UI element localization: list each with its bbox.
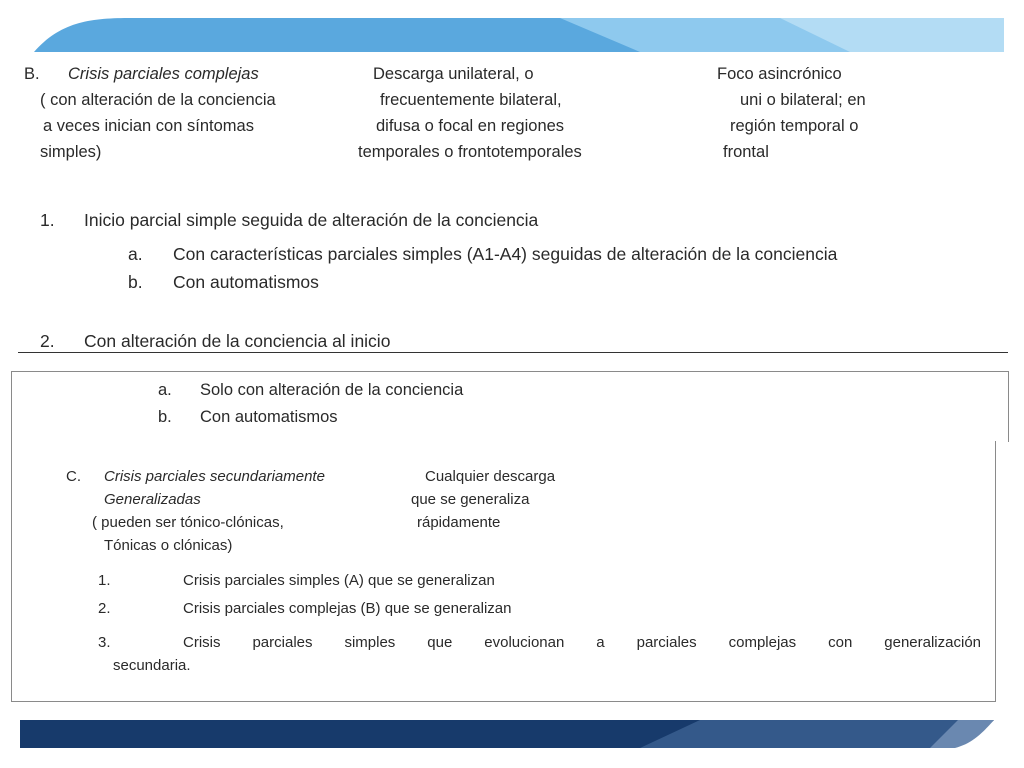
list-b2-a-letter: a. xyxy=(158,381,172,399)
section-b-col2-line1: Descarga unilateral, o xyxy=(373,65,534,83)
list-b2-a-text: Solo con alteración de la conciencia xyxy=(200,381,464,399)
section-c-letter: C. xyxy=(66,468,81,485)
section-b-title: Crisis parciales complejas xyxy=(68,65,259,83)
section-b-col3-line1: Foco asincrónico xyxy=(717,65,842,83)
section-c-col2-line1: Cualquier descarga xyxy=(425,468,556,485)
section-b-col3-line4: frontal xyxy=(723,143,769,161)
list-b1-a-letter: a. xyxy=(128,244,143,264)
section-b-col1-line3: simples) xyxy=(40,143,102,161)
section-b-letter: B. xyxy=(24,65,40,83)
top-banner xyxy=(0,0,1024,52)
list-b1-text: Inicio parcial simple seguida de alteración de la conciencia xyxy=(84,210,539,230)
section-c-col2-line3: rápidamente xyxy=(417,514,501,531)
section-c-title-line1: Crisis parciales secundariamente xyxy=(104,468,325,485)
list-b2-text: Con alteración de la conciencia al inicio xyxy=(84,331,391,351)
section-b-col1-line1: ( con alteración de la conciencia xyxy=(40,91,276,109)
divider-line xyxy=(18,352,1008,353)
list-b1-b-letter: b. xyxy=(128,272,143,292)
section-b-col2-line4: temporales o frontotemporales xyxy=(358,143,582,161)
list-b1-number: 1. xyxy=(40,210,55,230)
section-c-col1-line1: ( pueden ser tónico-clónicas, xyxy=(92,514,284,531)
section-c-item2-text: Crisis parciales complejas (B) que se generalizan xyxy=(183,600,512,617)
section-c-col2-line2: que se generaliza xyxy=(411,491,530,508)
list-b2-number: 2. xyxy=(40,331,55,351)
section-c-item1-number: 1. xyxy=(98,572,111,589)
section-c-col1-line2: Tónicas o clónicas) xyxy=(104,537,233,554)
section-b-col3-line3: región temporal o xyxy=(730,117,859,135)
list-b2-b-text: Con automatismos xyxy=(200,408,338,426)
list-b2-b-letter: b. xyxy=(158,408,172,426)
section-b-col2-line3: difusa o focal en regiones xyxy=(376,117,565,135)
section-c-item2-number: 2. xyxy=(98,600,111,617)
section-c-item3-continuation: secundaria. xyxy=(113,657,191,674)
bottom-banner xyxy=(0,712,1024,768)
section-c-title-line2: Generalizadas xyxy=(104,491,201,508)
section-c-item1-text: Crisis parciales simples (A) que se generalizan xyxy=(183,572,495,589)
section-b-col1-line2: a veces inician con síntomas xyxy=(43,117,254,135)
section-b-col2-line2: frecuentemente bilateral, xyxy=(380,91,562,109)
list-b1-a-text: Con características parciales simples (A1-A4) seguidas de alteración de la conciencia xyxy=(173,244,838,264)
section-c-item3-number: 3. xyxy=(98,634,111,651)
section-c-item3-text: Crisis parciales simples que evolucionan a parciales complejas con generalización xyxy=(183,634,981,651)
section-b-col3-line2: uni o bilateral; en xyxy=(740,91,866,109)
list-b1-b-text: Con automatismos xyxy=(173,272,319,292)
